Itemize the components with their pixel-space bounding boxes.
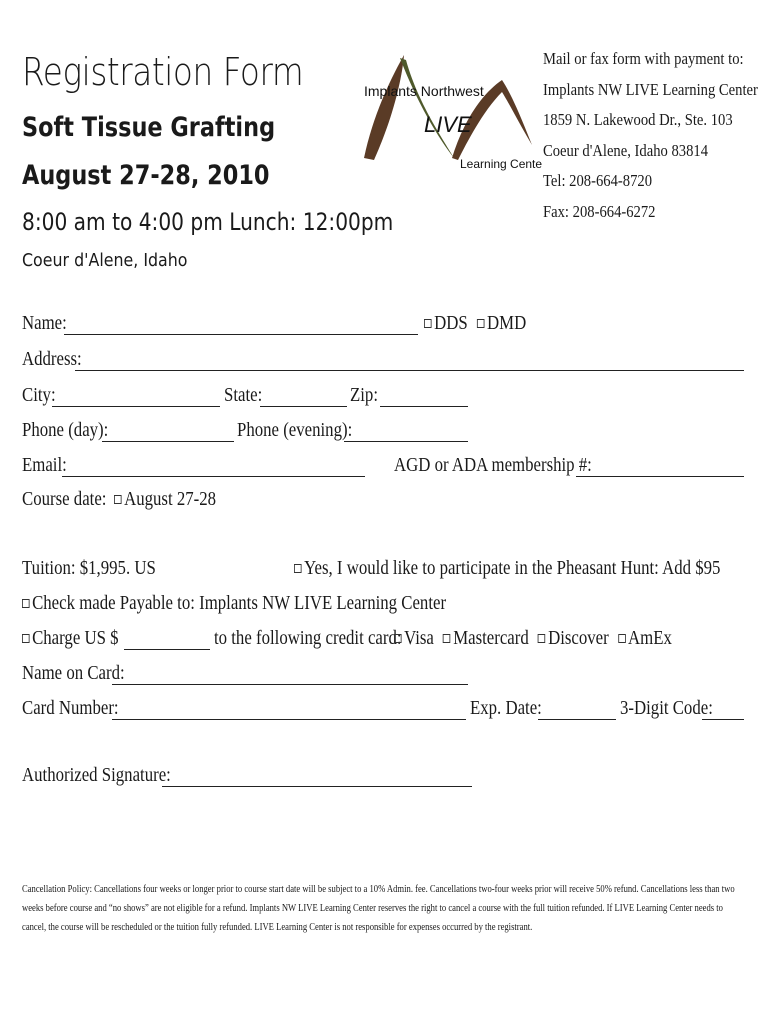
pheasant-label: Yes, I would like to participate in the Pheasant Hunt: Add $95 xyxy=(304,557,721,579)
card-number-row xyxy=(22,697,744,727)
discover-label: Discover xyxy=(548,627,609,649)
degree-options xyxy=(424,312,526,335)
mastercard-checkbox[interactable] xyxy=(443,634,451,643)
pheasant-checkbox[interactable] xyxy=(294,564,302,573)
charge-label: Charge US $ xyxy=(32,627,119,649)
course-title: Soft Tissue Grafting xyxy=(22,112,276,143)
course-date-option xyxy=(114,488,216,511)
mail-tel: Tel: 208-664-8720 xyxy=(543,171,653,190)
city-field[interactable] xyxy=(52,406,220,407)
mail-heading: Mail or fax form with payment to: xyxy=(543,49,744,68)
course-date-option-label: August 27-28 xyxy=(124,488,217,510)
amex-checkbox[interactable] xyxy=(618,634,626,643)
credit-card-label: to the following credit card: xyxy=(214,627,402,649)
pheasant-option xyxy=(294,557,720,580)
phone-day-label: Phone (day): xyxy=(22,419,109,441)
course-time: 8:00 am to 4:00 pm Lunch: 12:00pm xyxy=(22,208,394,236)
card-number-label: Card Number: xyxy=(22,697,119,719)
visa-label: Visa xyxy=(404,627,434,649)
dmd-checkbox[interactable] xyxy=(477,319,485,328)
state-label: State: xyxy=(224,384,263,406)
logo-line2: LIVE xyxy=(424,112,472,137)
dds-label: DDS xyxy=(434,312,468,334)
cancellation-policy-text: Cancellation Policy: Cancellations four weeks or longer prior to course start date will be subject to a 10% Admin. fee. Cancellations two-four weeks prior will receive 50% refund. Cancellations less than two weeks before course and “no shows” are not eligible for a refund. Implants NW LIVE Learning Center reserves the right to cancel a course with the full tuition refunded. If LIVE Learning Center needs to cancel, the course will be rescheduled or the tuition fully refunded. LIVE Learning Center is not responsible for expenses occurred by the registrant. xyxy=(22,884,735,933)
zip-field[interactable] xyxy=(380,406,468,407)
cvv-field[interactable] xyxy=(702,719,744,720)
phone-evening-label: Phone (evening): xyxy=(237,419,353,441)
mail-fax: Fax: 208-664-6272 xyxy=(543,201,656,221)
zip-label: Zip: xyxy=(350,384,379,406)
name-on-card-field[interactable] xyxy=(112,684,468,685)
signature-field[interactable] xyxy=(162,786,472,787)
email-field[interactable] xyxy=(62,476,365,477)
visa-checkbox[interactable] xyxy=(394,634,402,643)
form-title: Registration Form xyxy=(22,50,304,94)
logo-graphic xyxy=(362,50,542,180)
tuition-label: Tuition: $1,995. US xyxy=(22,557,156,579)
cancellation-policy xyxy=(22,880,744,937)
phone-evening-field[interactable] xyxy=(344,441,468,442)
mastercard-label: Mastercard xyxy=(453,627,529,649)
state-field[interactable] xyxy=(260,406,347,407)
dmd-label: DMD xyxy=(487,312,527,334)
name-on-card-label: Name on Card: xyxy=(22,662,125,684)
signature-label: Authorized Signature: xyxy=(22,764,171,786)
implants-northwest-logo xyxy=(362,50,542,180)
city-row xyxy=(22,384,744,414)
cvv-label: 3-Digit Code: xyxy=(620,697,713,719)
course-date-label: Course date: xyxy=(22,488,107,510)
phone-row xyxy=(22,419,744,449)
dds-checkbox[interactable] xyxy=(424,319,432,328)
tuition-row xyxy=(22,557,744,587)
address-label: Address: xyxy=(22,348,82,370)
name-label: Name: xyxy=(22,312,67,334)
mail-street: 1859 N. Lakewood Dr., Ste. 103 xyxy=(543,110,733,129)
agd-label: AGD or ADA membership #: xyxy=(394,454,592,476)
check-row xyxy=(22,592,744,622)
charge-checkbox[interactable] xyxy=(22,634,30,643)
check-label: Check made Payable to: Implants NW LIVE Learning Center xyxy=(32,592,447,614)
email-row xyxy=(22,454,744,484)
exp-date-label: Exp. Date: xyxy=(470,697,542,719)
address-row xyxy=(22,348,744,378)
name-row xyxy=(22,312,744,342)
mail-city: Coeur d'Alene, Idaho 83814 xyxy=(543,140,709,160)
course-date-row xyxy=(22,488,744,518)
logo-line1: Implants Northwest xyxy=(364,83,484,99)
email-label: Email: xyxy=(22,454,67,476)
course-date-checkbox[interactable] xyxy=(114,495,122,504)
discover-checkbox[interactable] xyxy=(538,634,546,643)
city-label: City: xyxy=(22,384,56,406)
charge-row xyxy=(22,627,744,657)
phone-day-field[interactable] xyxy=(102,441,234,442)
name-on-card-row xyxy=(22,662,744,692)
mail-org: Implants NW LIVE Learning Center xyxy=(543,79,758,99)
card-number-field[interactable] xyxy=(112,719,466,720)
course-dates: August 27-28, 2010 xyxy=(22,160,270,191)
name-field[interactable] xyxy=(64,334,418,335)
check-checkbox[interactable] xyxy=(22,599,30,608)
charge-amount-field[interactable] xyxy=(124,649,210,650)
signature-row xyxy=(22,764,744,794)
mail-info xyxy=(543,44,758,227)
amex-label: AmEx xyxy=(628,627,672,649)
agd-field[interactable] xyxy=(576,476,744,477)
logo-line3: Learning Center xyxy=(460,157,542,171)
charge-option xyxy=(22,627,119,650)
exp-date-field[interactable] xyxy=(538,719,616,720)
course-location: Coeur d'Alene, Idaho xyxy=(22,250,188,271)
check-option xyxy=(22,592,446,615)
address-field[interactable] xyxy=(75,370,744,371)
card-type-options xyxy=(394,627,672,650)
